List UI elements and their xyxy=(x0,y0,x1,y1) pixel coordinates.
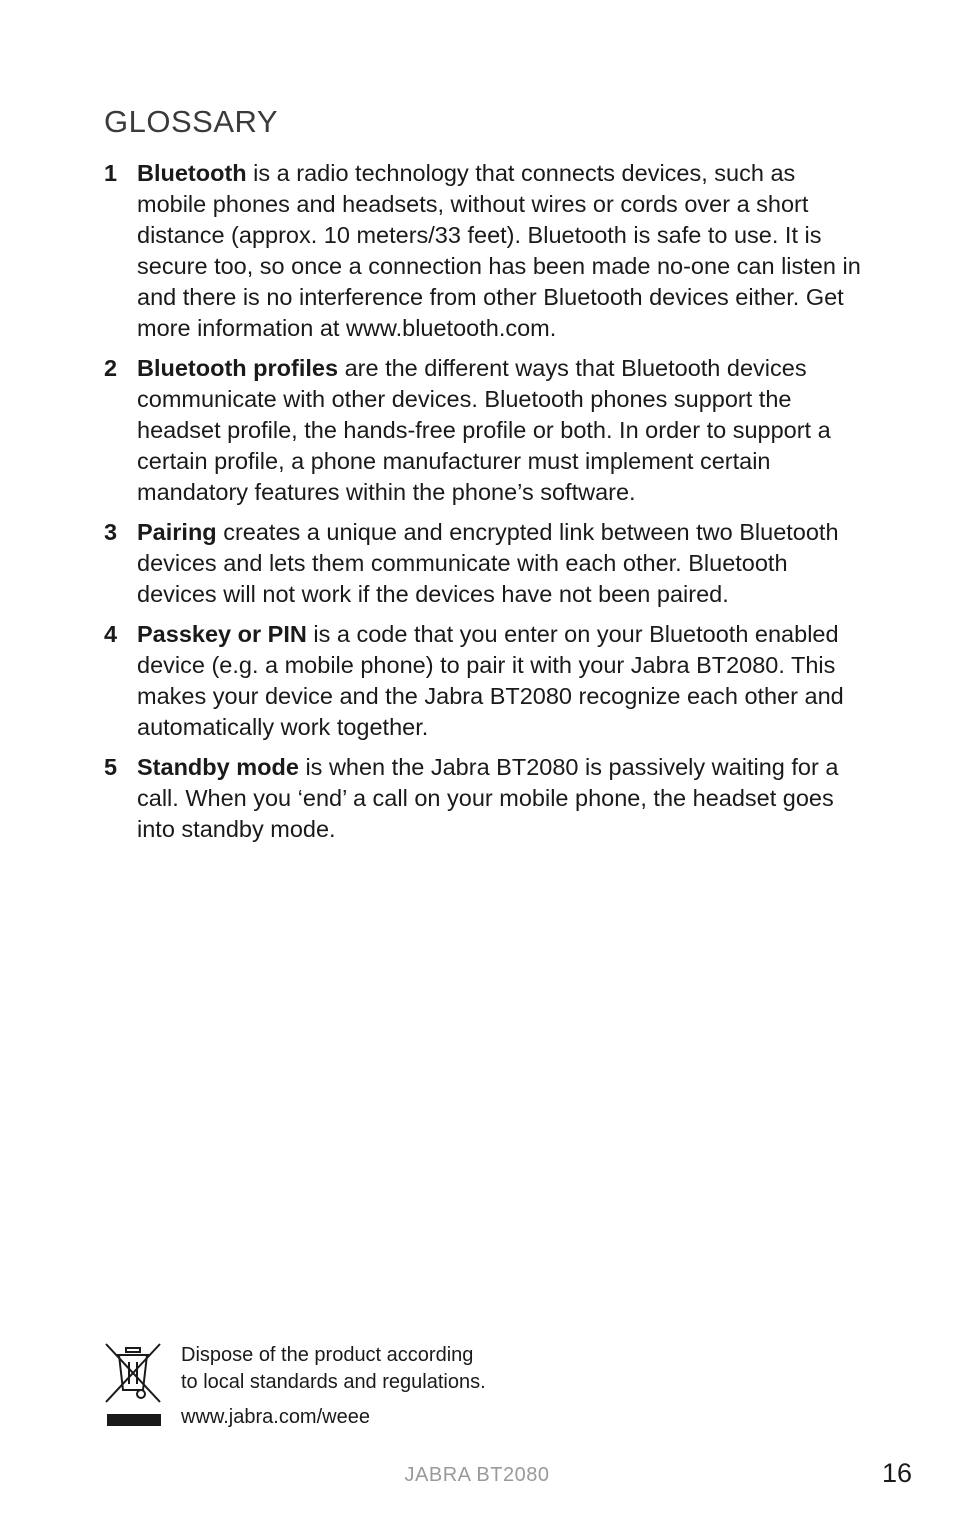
page-title: GLOSSARY xyxy=(104,104,279,139)
glossary-term: Bluetooth xyxy=(137,160,247,186)
weee-line-1: Dispose of the product according xyxy=(181,1344,474,1366)
glossary-item-bluetooth xyxy=(104,158,864,344)
glossary-definition: are the different ways that Bluetooth devices communicate with other devices. Bluetooth phones support the headset profile, the hands-free profile or both. In order to support a certain profile, a phone manufacturer must implement certain mandatory features within the phone’s software. xyxy=(137,355,831,505)
glossary-definition: creates a unique and encrypted link between two Bluetooth devices and lets them communicate with each other. Bluetooth devices will not work if the devices have not been paired. xyxy=(137,519,839,607)
glossary-item-bluetooth-profiles xyxy=(104,353,864,508)
weee-url: www.jabra.com/weee xyxy=(181,1406,370,1428)
glossary-term: Passkey or PIN xyxy=(137,621,307,647)
footer-product-name: JABRA BT2080 xyxy=(404,1464,550,1486)
glossary-item-passkey xyxy=(104,619,864,743)
item-number: 4 xyxy=(104,621,118,647)
weee-notice xyxy=(104,1342,664,1442)
weee-disposal-text xyxy=(181,1342,486,1396)
glossary-definition: is when the Jabra BT2080 is passively waiting for a call. When you ‘end’ a call on your mobile phone, the headset goes into standby mode. xyxy=(137,754,839,842)
weee-line-2: to local standards and regulations. xyxy=(181,1371,486,1393)
glossary-term: Standby mode xyxy=(137,754,299,780)
glossary-definition: is a radio technology that connects devices, such as mobile phones and headsets, without wires or cords over a short distance (approx. 10 meters/33 feet). Bluetooth is safe to use. It is secure too, so once a connection has been made no-one can listen in and there is no interference from other Bluetooth devices either. Get more information at www.bluetooth.com. xyxy=(137,160,861,341)
item-number: 1 xyxy=(104,160,118,186)
glossary-item-pairing xyxy=(104,517,864,610)
glossary-definition: is a code that you enter on your Bluetooth enabled device (e.g. a mobile phone) to pair it with your Jabra BT2080. This makes your device and the Jabra BT2080 recognize each other and automatically work together. xyxy=(137,621,844,740)
glossary-term: Pairing xyxy=(137,519,217,545)
weee-bar xyxy=(107,1414,161,1426)
item-number: 2 xyxy=(104,355,118,381)
item-number: 5 xyxy=(104,754,118,780)
glossary-item-standby-mode xyxy=(104,752,864,845)
crossed-out-wheelie-bin-icon xyxy=(104,1342,162,1404)
page-number: 16 xyxy=(881,1458,912,1488)
glossary-term: Bluetooth profiles xyxy=(137,355,339,381)
item-number: 3 xyxy=(104,519,118,545)
glossary-list xyxy=(104,158,864,854)
